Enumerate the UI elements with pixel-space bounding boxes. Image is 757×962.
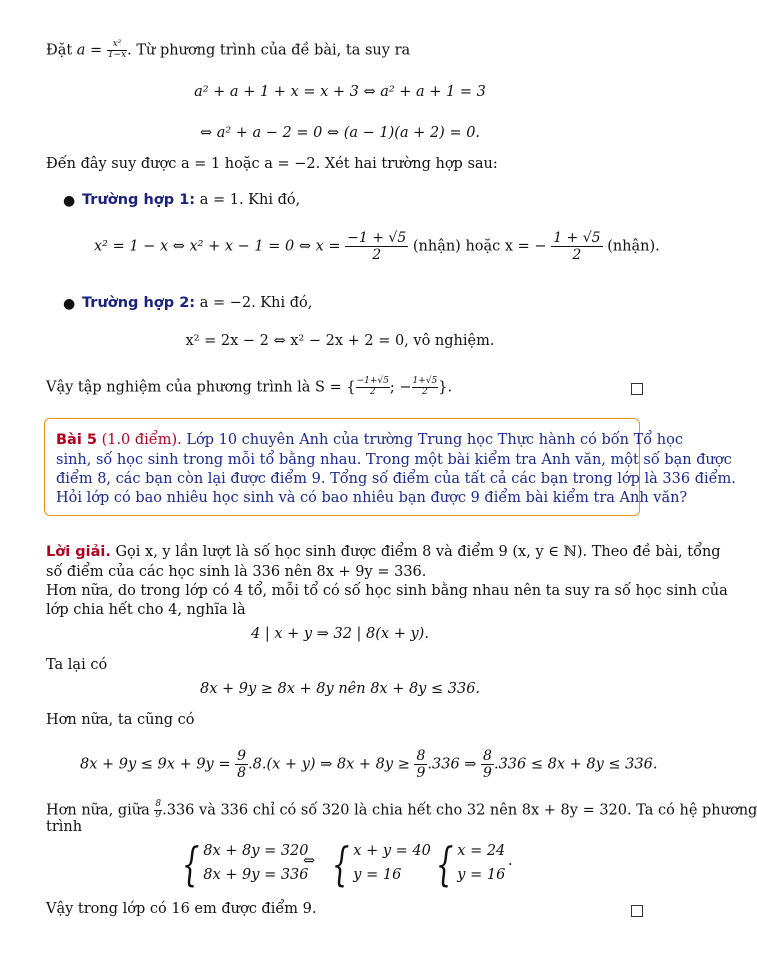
bullet-icon: ● bbox=[63, 296, 76, 312]
solution-start: Lời giải. Gọi x, y lần lượt là số học sinh được điểm 8 và điểm 9 (x, y ∈ ℕ). Theo đề bài, tổng bbox=[46, 544, 721, 560]
case-1-equation: x² = 1 − x ⇔ x² + x − 1 = 0 ⇔ x = $\frac{-1 + √5}{2}$ (nhận) hoặc x = − $\frac{1 + √5}{2}$ (nhận). bbox=[94, 230, 660, 264]
case-2-equation: x² = 2x − 2 ⇔ x² − 2x + 2 = 0, vô nghiệm. bbox=[185, 333, 495, 349]
problem-line: điểm 8, các bạn còn lại được điểm 9. Tổng số điểm của tất cả các bạn trong lớp là 336 điểm. bbox=[56, 471, 736, 487]
case-2: Trường hợp 2: a = −2. Khi đó, bbox=[82, 295, 313, 311]
fraction: $\frac{1 + √5}{2}$ bbox=[553, 230, 601, 264]
fraction: $\frac{\text{x²}}{1-x}$ bbox=[107, 39, 127, 60]
system-1: { 8x + 8y = 320 8x + 9y = 336 bbox=[181, 836, 309, 891]
text-line: trình bbox=[46, 819, 83, 835]
text-line: Hơn nữa, giữa $\frac{8}{9}$ .336 và 336 chỉ có số 320 là chia hết cho 32 nên 8x + 8y = 320. Ta có hệ phương bbox=[46, 799, 757, 820]
equation: ⇔ a² + a − 2 = 0 ⇔ (a − 1)(a + 2) = 0. bbox=[199, 125, 481, 141]
equation-long: 8x + 9y ≤ 9x + 9y = $\frac{9}{8}$ .8.(x + y) ⇒ 8x + 8y ≥ $\frac{8}{9}$ .336 ⇒ $\frac{8}{9}$ .336 ≤ 8x + 8y ≤ 336. bbox=[80, 748, 658, 782]
text-line: Đến đây suy được a = 1 hoặc a = −2. Xét hai trường hợp sau: bbox=[46, 156, 498, 172]
text-line: Ta lại có bbox=[46, 657, 108, 673]
system-2: { x + y = 40 y = 16 bbox=[331, 836, 431, 891]
problem-line: Hỏi lớp có bao nhiêu học sinh và có bao nhiêu bạn được 9 điểm bài kiểm tra Anh văn? bbox=[56, 490, 688, 506]
text-line: số điểm của các học sinh là 336 nên 8x + 9y = 336. bbox=[46, 564, 427, 580]
bullet-icon: ● bbox=[63, 193, 76, 209]
conclusion: Vậy tập nghiệm của phương trình là S = { $\frac{-1+√5}{2}$ ; − $\frac{1+√5}{2}$ }. bbox=[46, 376, 453, 397]
text-line: Hơn nữa, do trong lớp có 4 tổ, mỗi tổ có số học sinh bằng nhau nên ta suy ra số học sinh của bbox=[46, 583, 728, 599]
period: . bbox=[508, 853, 513, 869]
equiv-sign: ⇔ bbox=[303, 853, 316, 869]
equation: a² + a + 1 + x = x + 3 ⇔ a² + a + 1 = 3 bbox=[194, 84, 486, 100]
problem-line: Bài 5 (1.0 điểm). Lớp 10 chuyên Anh của trường Trung học Thực hành có bốn Tổ học bbox=[56, 432, 683, 448]
qed-icon bbox=[631, 383, 643, 395]
equation: 4 | x + y ⇒ 32 | 8(x + y). bbox=[251, 626, 429, 642]
case-1: Trường hợp 1: a = 1. Khi đó, bbox=[82, 192, 301, 208]
problem-line: sinh, số học sinh trong mỗi tổ bằng nhau. Trong một bài kiểm tra Anh văn, một số bạn được bbox=[56, 452, 732, 468]
system-3: { x = 24 y = 16 bbox=[435, 836, 506, 891]
text-line: lớp chia hết cho 4, nghĩa là bbox=[46, 602, 246, 618]
equation: 8x + 9y ≥ 8x + 8y nên 8x + 8y ≤ 336. bbox=[199, 681, 481, 697]
final-line: Vậy trong lớp có 16 em được điểm 9. bbox=[46, 901, 317, 917]
fraction: $\frac{-1 + √5}{2}$ bbox=[347, 230, 407, 264]
intro-line: Đặt a = $\frac{\text{x²}}{1-x}$ . Từ phương trình của đề bài, ta suy ra bbox=[46, 39, 411, 60]
text-line: Hơn nữa, ta cũng có bbox=[46, 712, 195, 728]
qed-icon bbox=[631, 905, 643, 917]
